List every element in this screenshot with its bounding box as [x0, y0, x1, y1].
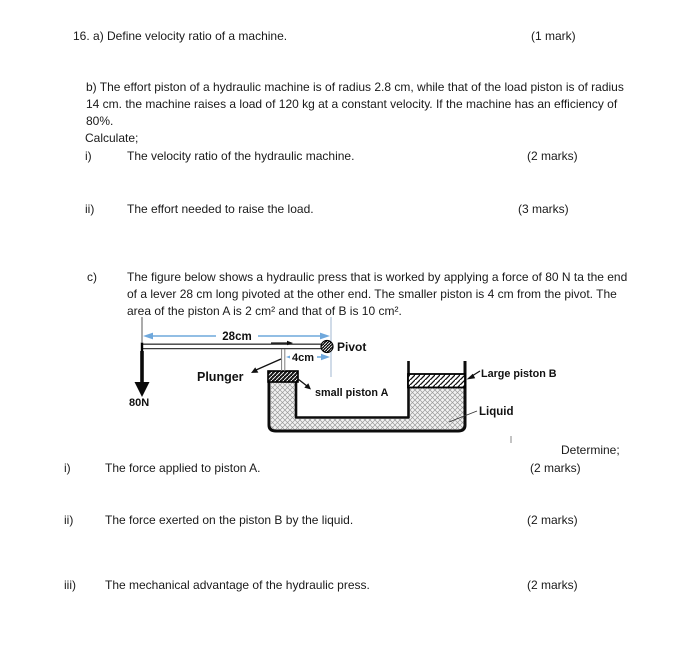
plunger-pointer-line — [256, 359, 281, 370]
pivot-label: Pivot — [337, 340, 367, 354]
dim-4cm-arrow-right — [321, 354, 330, 360]
item-c-i-marks: (2 marks) — [530, 461, 581, 475]
hydraulic-press-figure — [120, 314, 560, 446]
question-16b-calculate: Calculate; — [85, 131, 139, 145]
small-piston-a — [268, 371, 298, 382]
liquid-right-column — [410, 387, 464, 430]
force-label: 80N — [129, 397, 150, 409]
item-b-ii-roman: ii) — [85, 202, 95, 216]
item-c-iii-marks: (2 marks) — [527, 578, 578, 592]
question-16a-marks: (1 mark) — [531, 29, 576, 43]
question-16c-label: c) — [87, 270, 97, 284]
item-c-i-text: The force applied to piston A. — [105, 461, 261, 475]
item-b-ii-marks: (3 marks) — [518, 202, 569, 216]
item-c-ii-text: The force exerted on the piston B by the liquid. — [105, 513, 354, 527]
liquid-label: Liquid — [479, 406, 514, 418]
item-c-iii-roman: iii) — [64, 578, 76, 592]
dim-28cm-label: 28cm — [222, 331, 252, 343]
item-b-i-text: The velocity ratio of the hydraulic machine. — [127, 149, 355, 163]
question-16c-line2: of a lever 28 cm long pivoted at the other end. The smaller piston is 4 cm from the pivot. The — [127, 287, 617, 301]
plunger-pointer-head — [251, 367, 258, 373]
item-b-ii-text: The effort needed to raise the load. — [127, 202, 314, 216]
pivot-symbol — [321, 341, 333, 353]
question-16b-line3: 80%. — [86, 114, 114, 128]
force-arrow-head — [135, 382, 150, 397]
dim-28cm-arrow-right — [320, 333, 330, 340]
question-16b-line1: b) The effort piston of a hydraulic machine is of radius 2.8 cm, while that of the load piston is of radius — [86, 80, 624, 94]
large-piston-b — [408, 374, 465, 388]
question-16c-line3: area of the piston A is 2 cm² and that of B is 10 cm². — [127, 304, 402, 318]
item-c-ii-roman: ii) — [64, 513, 74, 527]
item-b-i-roman: i) — [85, 149, 92, 163]
item-b-i-marks: (2 marks) — [527, 149, 578, 163]
item-c-i-roman: i) — [64, 461, 71, 475]
item-c-iii-text: The mechanical advantage of the hydraulic press. — [105, 578, 370, 592]
question-16c-line1: The figure below shows a hydraulic press that is worked by applying a force of 80 N ta the end — [127, 270, 628, 284]
plunger-label: Plunger — [197, 370, 244, 384]
small-piston-label: small piston A — [315, 387, 389, 399]
question-16c-determine: Determine; — [561, 443, 620, 457]
large-piston-label: Large piston B — [481, 368, 557, 380]
dim-4cm-label: 4cm — [291, 352, 315, 364]
small-piston-pointer-line — [298, 379, 307, 386]
question-16a-text: 16. a) Define velocity ratio of a machine. — [73, 29, 288, 43]
dim-28cm-arrow-left — [143, 333, 153, 340]
item-c-ii-marks: (2 marks) — [527, 513, 578, 527]
question-16b-line2: 14 cm. the machine raises a load of 120 kg at a constant velocity. If the machine has an efficiency of — [86, 97, 618, 111]
